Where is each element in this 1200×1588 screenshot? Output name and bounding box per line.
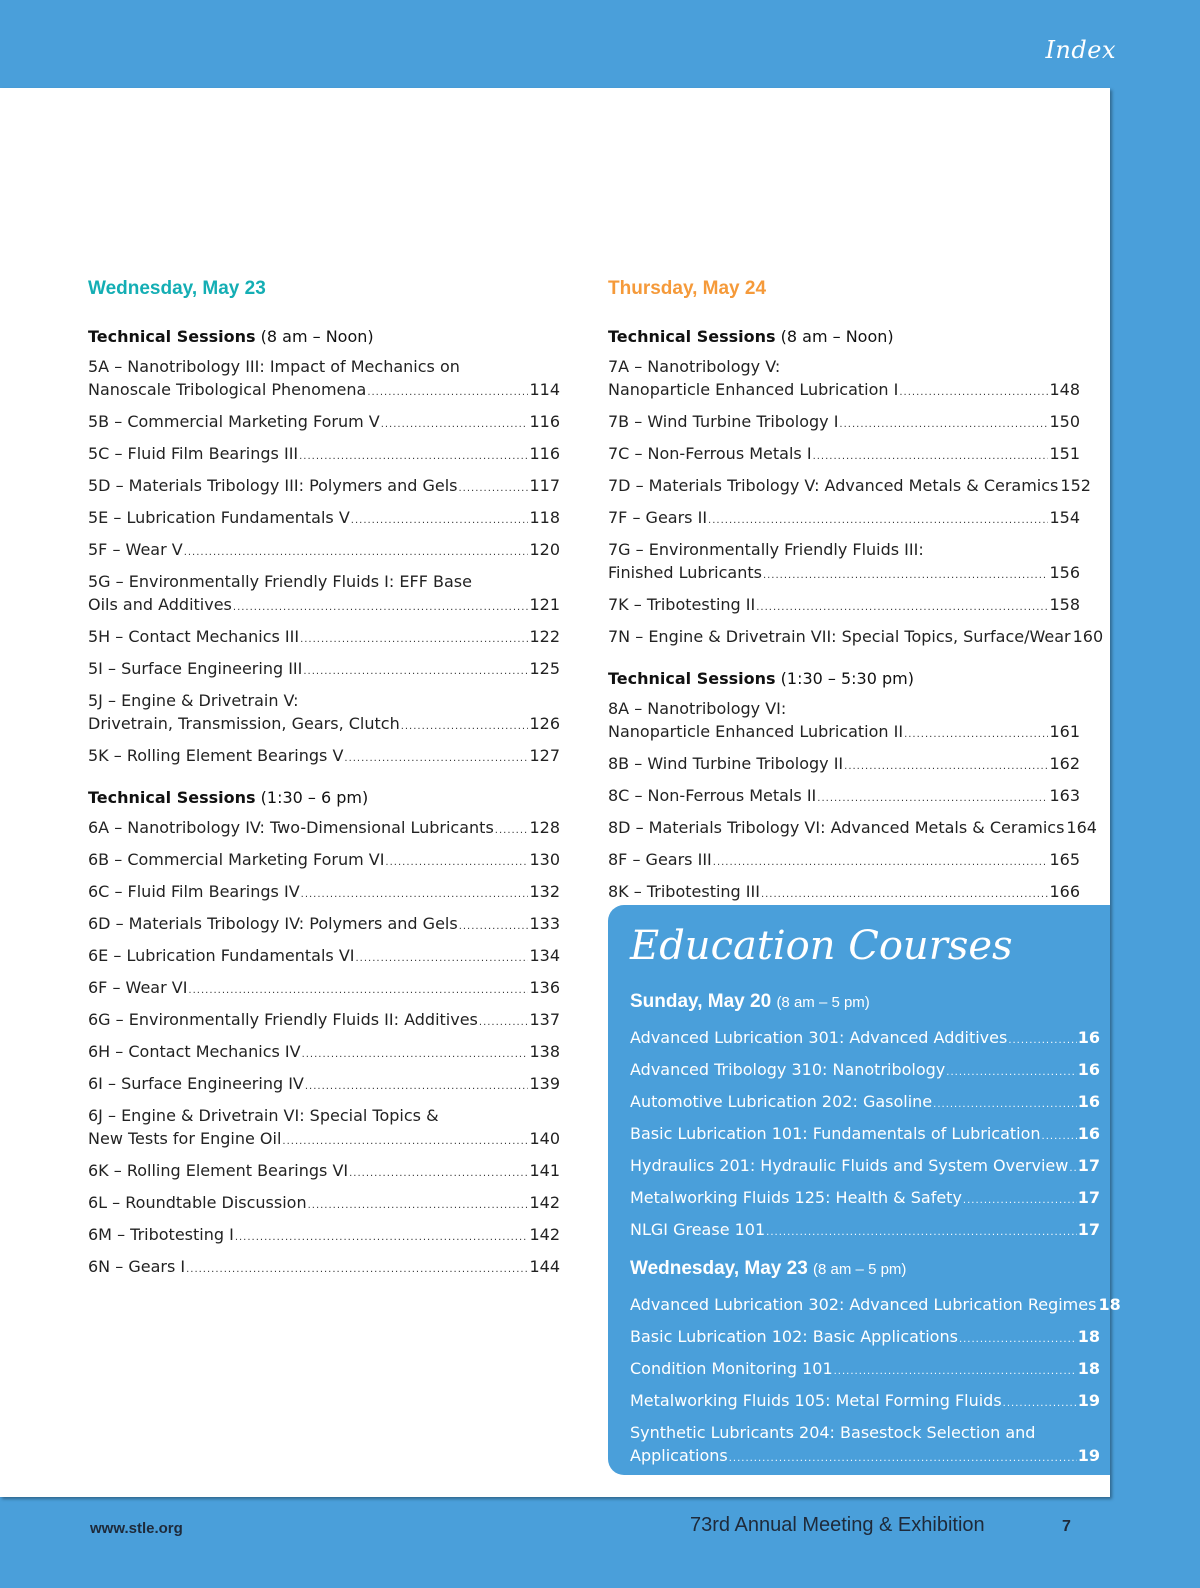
entry-title: 7F – Gears II [608,508,708,527]
index-entry [630,1026,1100,1052]
entry-title: 6N – Gears I [88,1257,186,1276]
entry-title: 6K – Rolling Element Bearings VI [88,1161,349,1180]
entry-row [608,410,1080,436]
entry-page-number: 127 [529,746,560,765]
entry-row [608,506,1080,532]
dot-leader [959,1328,1077,1351]
entry-title: 6D – Materials Tribology IV: Polymers and Gels [88,914,458,933]
entry-page-number: 160 [1072,627,1104,646]
entry-page-number: 114 [529,380,560,399]
entry-title: 6A – Nanotribology IV: Two-Dimensional Lubricants [88,818,494,837]
dot-leader [963,1189,1077,1212]
entry-page-number: 156 [1049,563,1080,582]
entry-title: Advanced Lubrication 301: Advanced Additives [630,1028,1008,1047]
entry-title: 5I – Surface Engineering III [88,659,303,678]
entry-page-number: 140 [529,1129,560,1148]
entry-row [88,816,560,842]
dot-leader [303,660,528,683]
session-heading [88,786,560,810]
session-time: (8 am – Noon) [780,327,894,346]
entry-row [88,1127,560,1153]
entry-row [88,848,560,874]
index-entry [608,625,1104,651]
entry-page-number: 132 [529,882,560,901]
entry-title: Metalworking Fluids 105: Metal Forming Fluids [630,1391,1002,1410]
entry-title: Applications [630,1446,728,1465]
entry-page-number: 151 [1049,444,1080,463]
entry-title: 5C – Fluid Film Bearings III [88,444,299,463]
entry-title: Basic Lubrication 101: Fundamentals of Lubrication [630,1124,1041,1143]
index-entry [88,1159,560,1185]
dot-leader [186,1258,528,1281]
index-entry [88,1072,560,1098]
entry-page-number: 133 [529,914,560,933]
index-entry [608,442,1080,468]
wednesday-column [88,278,560,1287]
entry-title: Metalworking Fluids 125: Health & Safety [630,1188,962,1207]
education-list [630,991,1121,1476]
entry-page-number: 163 [1049,786,1080,805]
entry-title: 7N – Engine & Drivetrain VII: Special Topics, Surface/Wear [608,627,1071,646]
dot-leader [1003,1392,1077,1415]
index-entry [630,1325,1100,1351]
dot-leader [761,883,1049,906]
dot-leader [233,596,529,619]
entry-row [88,442,560,468]
index-entry [88,1223,560,1249]
session-list [88,355,560,770]
dot-leader [713,851,1049,874]
entry-page-number: 117 [529,476,560,495]
dot-leader [766,1221,1077,1244]
entry-title: 6E – Lubrication Fundamentals VI [88,946,355,965]
session-heading [608,325,1080,349]
entry-row [630,1444,1100,1470]
index-entry [630,1090,1100,1116]
entry-title: 6G – Environmentally Friendly Fluids II: Additives [88,1010,478,1029]
dot-leader [305,1075,529,1098]
index-entry [88,442,560,468]
entry-row [608,593,1080,619]
entry-page-number: 16 [1077,1092,1100,1111]
education-day-heading [630,991,1100,1017]
entry-row [630,1058,1100,1084]
entry-page-number: 142 [529,1193,560,1212]
index-entry [88,744,560,770]
entry-title: 6C – Fluid Film Bearings IV [88,882,300,901]
entry-row [88,1191,560,1217]
entry-row [608,442,1080,468]
dot-leader [459,915,529,938]
entry-page-number: 162 [1049,754,1080,773]
website-url[interactable]: www.stle.org [90,1520,183,1537]
index-entry [88,657,560,683]
dot-leader [302,1043,529,1066]
index-entry [630,1357,1100,1383]
education-courses-box [608,905,1121,1475]
dot-leader [385,851,528,874]
index-entry [630,1186,1100,1212]
dot-leader [235,1226,529,1249]
entry-page-number: 19 [1077,1391,1100,1410]
dot-leader [367,381,528,404]
index-entry [88,976,560,1002]
entry-row [608,848,1080,874]
index-entry [608,593,1080,619]
entry-title: Basic Lubrication 102: Basic Applications [630,1327,958,1346]
entry-page-number: 120 [529,540,560,559]
entry-title: 5K – Rolling Element Bearings V [88,746,344,765]
dot-leader [844,755,1048,778]
session-time: (8 am – Noon) [260,327,374,346]
entry-title: 8C – Non-Ferrous Metals II [608,786,817,805]
entry-title: 8F – Gears III [608,850,712,869]
entry-title: 5H – Contact Mechanics III [88,627,300,646]
entry-title: 6I – Surface Engineering IV [88,1074,304,1093]
course-list [630,1293,1121,1470]
entry-title: 6L – Roundtable Discussion [88,1193,307,1212]
entry-row [88,1223,560,1249]
entry-title: 7C – Non-Ferrous Metals I [608,444,812,463]
entry-row [88,1008,560,1034]
session-label: Technical Sessions [608,669,776,688]
dot-leader [301,883,529,906]
index-entry [608,816,1097,842]
education-day: Wednesday, May 23 [630,1258,808,1279]
dot-leader [401,715,529,738]
entry-page-number: 152 [1060,476,1091,495]
entry-page-number: 154 [1049,508,1080,527]
entry-page-number: 125 [529,659,560,678]
entry-page-number: 126 [529,714,560,733]
entry-row [630,1389,1100,1415]
event-title: 73rd Annual Meeting & Exhibition [690,1514,985,1536]
dot-leader [813,445,1049,468]
entry-title: 6F – Wear VI [88,978,188,997]
entry-title-line: 5G – Environmentally Friendly Fluids I: EFF Base [88,572,472,591]
dot-leader [356,947,529,970]
entry-page-number: 17 [1077,1188,1100,1207]
entry-page-number: 122 [529,627,560,646]
index-entry [608,538,1080,587]
entry-row [608,378,1080,404]
index-entry [608,697,1080,746]
entry-page-number: 137 [529,1010,560,1029]
entry-page-number: 144 [529,1257,560,1276]
index-entry [88,410,560,436]
entry-title-line: Synthetic Lubricants 204: Basestock Selection and [630,1423,1036,1442]
entry-row [88,506,560,532]
dot-leader [188,979,528,1002]
dot-leader [344,747,528,770]
entry-page-number: 16 [1077,1028,1100,1047]
index-entry [630,1122,1100,1148]
entry-title: Hydraulics 201: Hydraulic Fluids and System Overview [630,1156,1069,1175]
index-entry [88,944,560,970]
entry-row [608,816,1097,842]
dot-leader [458,477,528,500]
entry-page-number: 17 [1077,1220,1100,1239]
day-heading: Thursday, May 24 [608,278,767,299]
session-list [608,697,1097,906]
entry-title: 6M – Tribotesting I [88,1225,234,1244]
entry-page-number: 130 [529,850,560,869]
dot-leader [495,819,529,842]
index-entry [630,1058,1100,1084]
entry-title: 7B – Wind Turbine Tribology I [608,412,839,431]
entry-row [88,880,560,906]
entry-row [88,410,560,436]
index-entry [88,912,560,938]
education-day: Sunday, May 20 [630,991,772,1012]
entry-row [630,1154,1100,1180]
entry-page-number: 18 [1098,1295,1121,1314]
entry-title: 7D – Materials Tribology V: Advanced Metals & Ceramics [608,476,1059,495]
index-entry [608,410,1080,436]
entry-row [88,593,560,619]
entry-row [88,1159,560,1185]
entry-row [88,976,560,1002]
entry-title-line: 7G – Environmentally Friendly Fluids III: [608,540,924,559]
index-entry [88,689,560,738]
entry-title: Finished Lubricants [608,563,762,582]
entry-page-number: 166 [1049,882,1080,901]
session-list [88,816,560,1281]
entry-page-number: 18 [1077,1359,1100,1378]
entry-row [88,657,560,683]
dot-leader [756,596,1048,619]
dot-leader [763,564,1049,587]
index-entry [88,1255,560,1281]
index-entry [88,625,560,651]
entry-title: Advanced Lubrication 302: Advanced Lubrication Regimes [630,1295,1097,1314]
entry-title-line: 5J – Engine & Drivetrain V: [88,691,299,710]
entry-title: Nanoscale Tribological Phenomena [88,380,367,399]
education-title: Education Courses [630,923,1013,969]
index-entry [608,474,1091,500]
index-entry [88,538,560,564]
entry-row [608,784,1080,810]
entry-title-line: 5A – Nanotribology III: Impact of Mechanics on [88,357,460,376]
entry-title: 6H – Contact Mechanics IV [88,1042,301,1061]
page-number: 7 [1062,1518,1071,1535]
dot-leader [904,723,1048,746]
session-label: Technical Sessions [608,327,776,346]
entry-page-number: 164 [1066,818,1097,837]
dot-leader [1042,1125,1077,1148]
dot-leader [282,1130,528,1153]
entry-page-number: 118 [529,508,560,527]
index-entry [88,880,560,906]
entry-title: 8K – Tribotesting III [608,882,760,901]
entry-row [630,1026,1100,1052]
dot-leader [817,787,1048,810]
dot-leader [479,1011,529,1034]
session-heading [608,667,1080,691]
index-entry [608,848,1080,874]
index-entry [88,570,560,619]
index-entry [88,1104,560,1153]
entry-title: New Tests for Engine Oil [88,1129,282,1148]
entry-row [88,912,560,938]
dot-leader [184,541,529,564]
entry-row [88,1072,560,1098]
entry-row [630,1218,1100,1244]
entry-row [608,880,1080,906]
session-heading [88,325,560,349]
entry-row [88,712,560,738]
entry-title: Condition Monitoring 101 [630,1359,833,1378]
entry-row [88,944,560,970]
session-list [608,355,1104,651]
dot-leader [946,1061,1076,1084]
index-entry [608,506,1080,532]
session-time: (1:30 – 6 pm) [260,788,369,807]
entry-row [630,1122,1100,1148]
entry-row [608,474,1091,500]
entry-row [88,474,560,500]
index-entry [88,1191,560,1217]
entry-page-number: 17 [1077,1156,1100,1175]
entry-page-number: 148 [1049,380,1080,399]
index-entry [608,784,1080,810]
dot-leader [834,1360,1077,1383]
entry-page-number: 150 [1049,412,1080,431]
dot-leader [381,413,529,436]
entry-title: Drivetrain, Transmission, Gears, Clutch [88,714,400,733]
entry-row [88,378,560,404]
entry-page-number: 141 [529,1161,560,1180]
entry-page-number: 161 [1049,722,1080,741]
dot-leader [351,509,529,532]
dot-leader [1069,1157,1076,1180]
entry-row [608,752,1080,778]
entry-title: 5B – Commercial Marketing Forum V [88,412,380,431]
session-label: Technical Sessions [88,327,256,346]
session-time: (1:30 – 5:30 pm) [780,669,914,688]
entry-title: Nanoparticle Enhanced Lubrication I [608,380,899,399]
dot-leader [299,445,528,468]
index-entry [88,506,560,532]
index-entry [88,1008,560,1034]
entry-title: 7K – Tribotesting II [608,595,756,614]
entry-page-number: 16 [1077,1060,1100,1079]
index-entry [88,1040,560,1066]
dot-leader [1008,1029,1076,1052]
entry-title: 5E – Lubrication Fundamentals V [88,508,350,527]
entry-page-number: 128 [529,818,560,837]
index-entry [88,474,560,500]
entry-title: Oils and Additives [88,595,232,614]
entry-page-number: 165 [1049,850,1080,869]
entry-row [630,1325,1100,1351]
education-hours: (8 am – 5 pm) [776,994,870,1011]
entry-title: 8B – Wind Turbine Tribology II [608,754,844,773]
entry-title: 6B – Commercial Marketing Forum VI [88,850,385,869]
entry-row [608,625,1104,651]
education-day-heading [630,1258,1100,1284]
entry-row [88,1040,560,1066]
entry-row [630,1293,1121,1319]
entry-page-number: 134 [529,946,560,965]
session-label: Technical Sessions [88,788,256,807]
dot-leader [349,1162,528,1185]
education-hours: (8 am – 5 pm) [813,1261,907,1278]
entry-page-number: 19 [1077,1446,1100,1465]
entry-row [88,538,560,564]
entry-title: 8D – Materials Tribology VI: Advanced Metals & Ceramics [608,818,1065,837]
course-list [630,1026,1100,1244]
entry-page-number: 158 [1049,595,1080,614]
index-entry [608,880,1080,906]
index-entry [608,752,1080,778]
index-entry [88,848,560,874]
entry-title-line: 7A – Nanotribology V: [608,357,781,376]
index-entry [88,355,560,404]
dot-leader [300,628,528,651]
dot-leader [708,509,1048,532]
entry-row [88,625,560,651]
index-entry [630,1154,1100,1180]
entry-row [630,1357,1100,1383]
entry-row [630,1090,1100,1116]
entry-title: 5D – Materials Tribology III: Polymers and Gels [88,476,458,495]
entry-page-number: 142 [529,1225,560,1244]
dot-leader [308,1194,529,1217]
entry-page-number: 139 [529,1074,560,1093]
entry-row [608,720,1080,746]
section-title: Index [1045,36,1116,64]
entry-page-number: 138 [529,1042,560,1061]
index-entry [630,1218,1100,1244]
day-heading: Wednesday, May 23 [88,278,266,299]
entry-row [88,1255,560,1281]
entry-page-number: 16 [1077,1124,1100,1143]
dot-leader [933,1093,1077,1116]
entry-title: 5F – Wear V [88,540,183,559]
entry-title: NLGI Grease 101 [630,1220,766,1239]
entry-title-line: 6J – Engine & Drivetrain VI: Special Topics & [88,1106,439,1125]
entry-page-number: 136 [529,978,560,997]
entry-row [630,1186,1100,1212]
entry-title-line: 8A – Nanotribology VI: [608,699,787,718]
entry-row [88,744,560,770]
entry-page-number: 18 [1077,1327,1100,1346]
entry-page-number: 116 [529,412,560,431]
entry-title: Automotive Lubrication 202: Gasoline [630,1092,933,1111]
index-entry [630,1421,1100,1470]
entry-page-number: 121 [529,595,560,614]
dot-leader [729,1447,1077,1470]
index-entry [630,1389,1100,1415]
entry-row [608,561,1080,587]
entry-title: Advanced Tribology 310: Nanotribology [630,1060,946,1079]
dot-leader [839,413,1048,436]
thursday-column [608,278,1104,912]
index-entry [608,355,1080,404]
entry-title: Nanoparticle Enhanced Lubrication II [608,722,904,741]
dot-leader [899,381,1048,404]
entry-page-number: 116 [529,444,560,463]
index-entry [88,816,560,842]
index-entry [630,1293,1121,1319]
